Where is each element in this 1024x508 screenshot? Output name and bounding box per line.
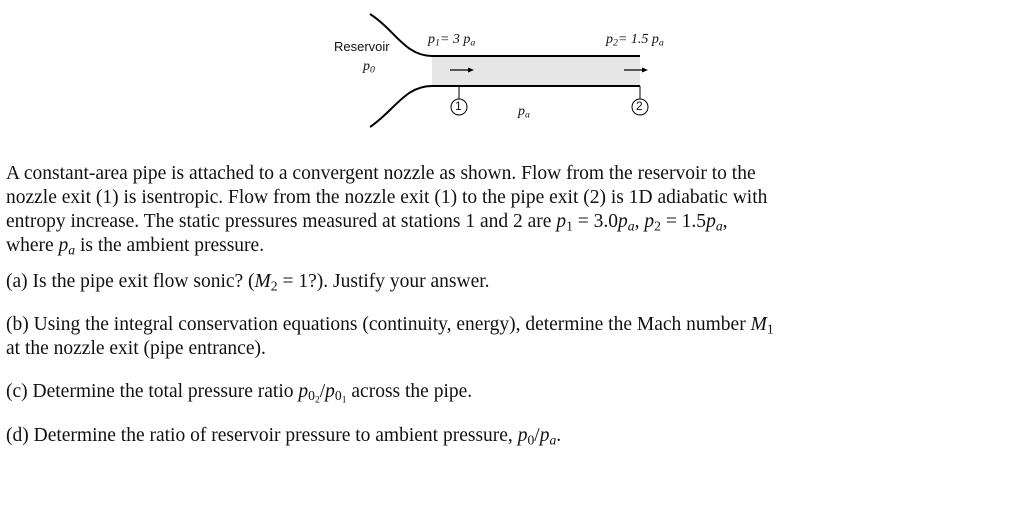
- p2-label: $p_2= 1.5$ $p_a$: [606, 32, 664, 49]
- part-a: (a) Is the pipe exit flow sonic? ($M_2$ = 1?). Justify your answer.: [6, 271, 490, 294]
- part-d: (d) Determine the ratio of reservoir pressure to ambient pressure, $p_0/p_a$.: [6, 425, 562, 448]
- pipe-interior: [432, 56, 640, 86]
- problem-statement: [6, 162, 1018, 258]
- lower-wall: [370, 86, 640, 127]
- reservoir-label: Reservoir: [334, 39, 390, 54]
- intro-line-2: nozzle exit (1) is isentropic. Flow from the nozzle exit (1) to the pipe exit (2) is 1D adiabatic with: [6, 187, 768, 208]
- intro-line-4: where $p_a$ is the ambient pressure.: [6, 235, 265, 258]
- diagram-svg: [0, 0, 1024, 140]
- intro-line-1: A constant-area pipe is attached to a convergent nozzle as shown. Flow from the reservoir to the: [6, 163, 756, 184]
- upper-wall: [370, 14, 640, 56]
- nozzle-pipe-diagram: [0, 0, 1024, 140]
- intro-line-3: entropy increase. The static pressures measured at stations 1 and 2 are $p_1 = 3.0p_a$, $p_2 = 1.5p_a$,: [6, 211, 728, 234]
- pa-label: $p_a$: [518, 104, 530, 121]
- p1-label: $p_1= 3$ $p_a$: [428, 32, 476, 49]
- part-c: (c) Determine the total pressure ratio $p_{0_2}/p_{0_1}$ across the pipe.: [6, 381, 473, 406]
- part-b-line-2: at the nozzle exit (pipe entrance).: [6, 338, 266, 359]
- station-2-number: 2: [636, 99, 643, 113]
- part-b: (b) Using the integral conservation equations (continuity, energy), determine the Mach number $M_1$ at the nozzle exit (pipe entrance).: [6, 313, 1018, 361]
- p0-label: $p_0$: [363, 59, 375, 76]
- station-1-number: 1: [455, 99, 462, 113]
